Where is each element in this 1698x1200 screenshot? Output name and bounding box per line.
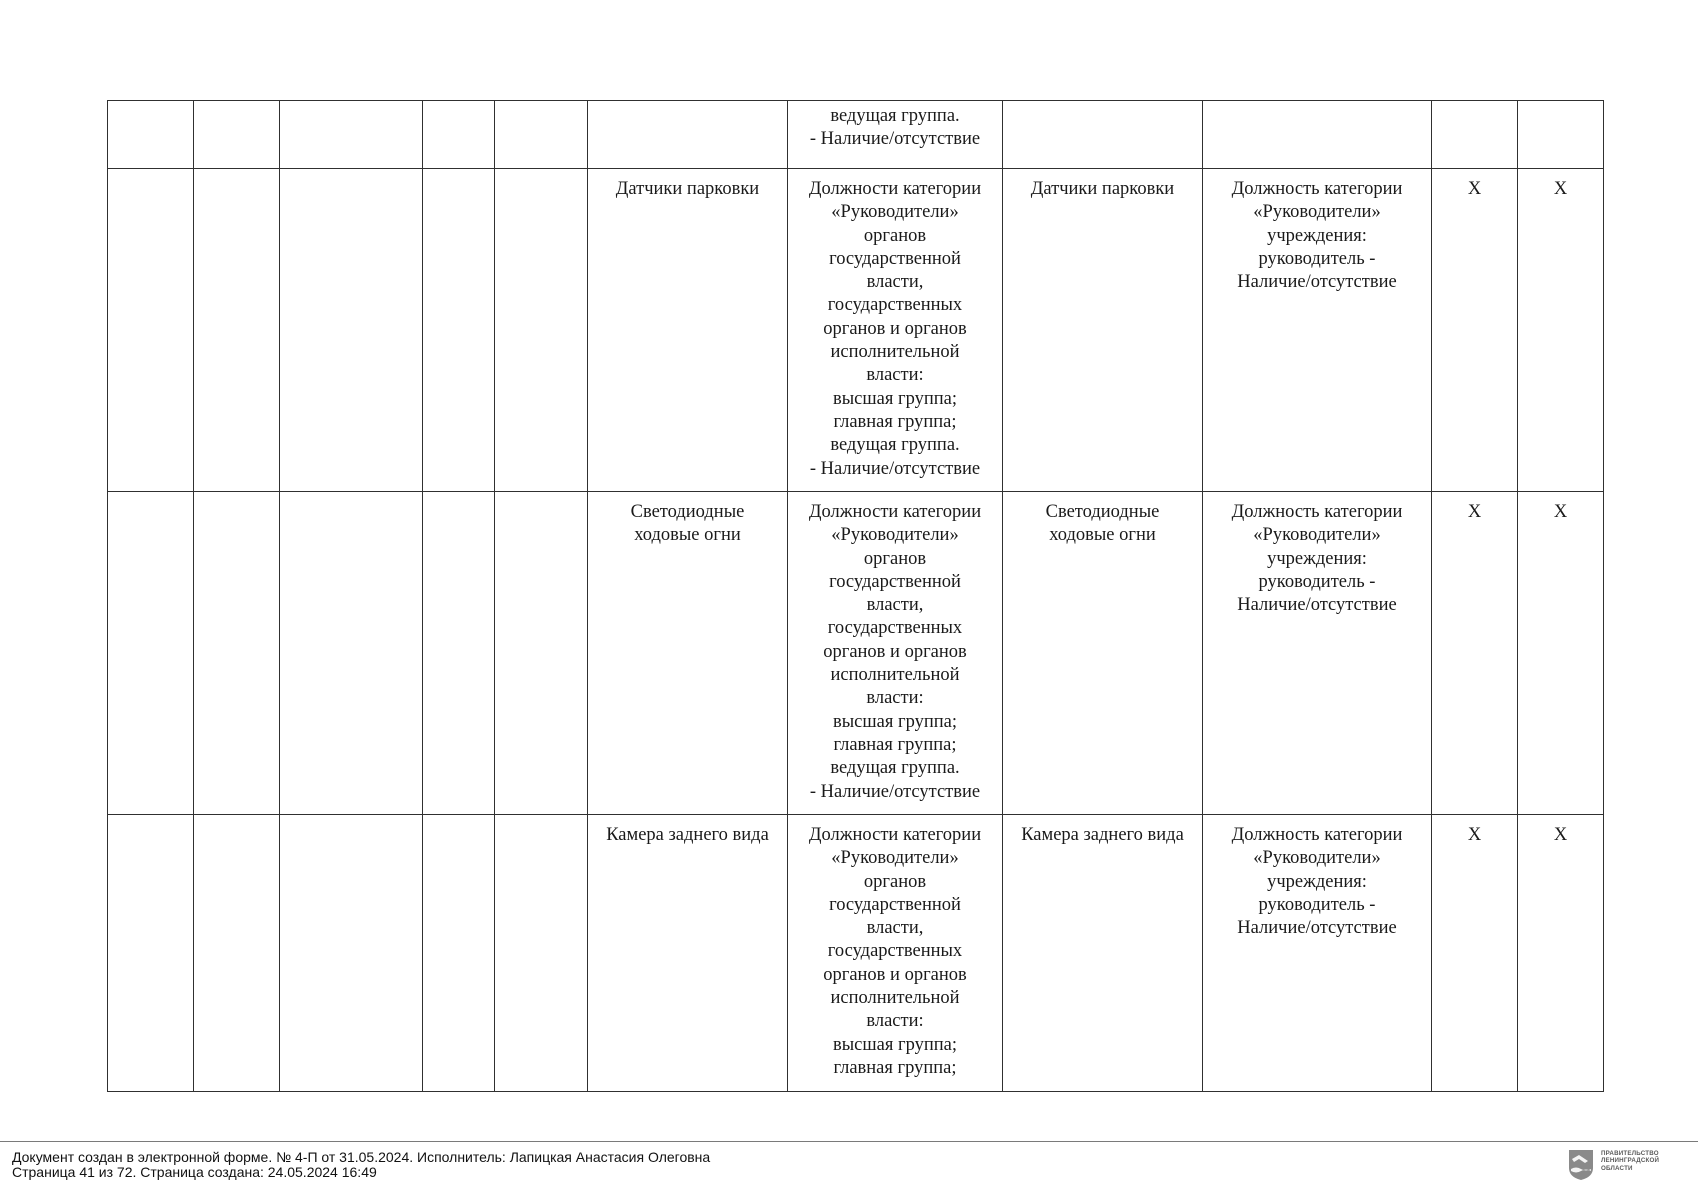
cell-text-line: Светодиодные (1045, 502, 1160, 522)
cell-text-line: Камера заднего вида (1021, 825, 1184, 845)
cell-text-line: главная группа; (833, 734, 957, 755)
cell-text-line: исполнительной (830, 988, 960, 1009)
cell-text-line: Светодиодные (630, 502, 745, 522)
cell-text-line: Должность категории (1231, 825, 1403, 845)
empty-cell (108, 492, 194, 815)
cell-text-line: - Наличие/отсутствие (809, 781, 981, 802)
cell-text-line: органов (863, 225, 927, 246)
cell-text-line: Должность категории (1231, 502, 1403, 522)
cell-text-line: власти: (866, 688, 924, 709)
cell-text-line: «Руководители» (1253, 848, 1381, 869)
positions-cell (788, 169, 1003, 492)
positions-cell-2 (1203, 101, 1432, 169)
cell-text-line: Камера заднего вида (606, 825, 769, 845)
cell-text-line: органов (863, 871, 927, 892)
cell-text-line: ведущая группа. (830, 106, 960, 126)
table-row-parking-sensors (108, 169, 1604, 492)
cell-text-line: «Руководители» (1253, 525, 1381, 546)
cell-text-line: руководитель - (1258, 571, 1376, 592)
mark-cell (1518, 101, 1604, 169)
logo-caption-line: ОБЛАСТИ (1601, 1164, 1633, 1172)
cell-text-line: исполнительной (830, 342, 960, 363)
positions-cell-2 (1203, 815, 1432, 1092)
footer-divider (0, 1141, 1698, 1142)
document-footer (12, 1150, 710, 1180)
cell-text-line: власти: (866, 1011, 924, 1032)
empty-cell (423, 815, 495, 1092)
positions-cell (788, 492, 1003, 815)
empty-cell (280, 815, 423, 1092)
cell-text-line: «Руководители» (1253, 202, 1381, 223)
positions-cell-2 (1203, 169, 1432, 492)
table-row-rear-camera (108, 815, 1604, 1092)
cell-text-line: высшая группа; (833, 1034, 957, 1055)
cell-text-line: государственных (827, 941, 963, 962)
mark-cell: X (1518, 169, 1604, 492)
logo-caption (1601, 1149, 1659, 1172)
cell-text-line: - Наличие/отсутствие (809, 129, 981, 150)
cell-text-line: исполнительной (830, 665, 960, 686)
equipment-cell-2 (1003, 492, 1203, 815)
cell-text-line: государственных (827, 295, 963, 316)
empty-cell (495, 169, 588, 492)
mark-cell (1432, 101, 1518, 169)
empty-cell (280, 169, 423, 492)
footer-page-info: Страница 41 из 72. Страница создана: 24.05.2024 16:49 (12, 1164, 377, 1180)
empty-cell (108, 815, 194, 1092)
cell-text-line: государственной (829, 248, 961, 269)
cell-text-line: учреждения: (1267, 871, 1367, 892)
empty-cell (194, 169, 280, 492)
cell-text-line: органов и органов (823, 964, 967, 985)
cell-text-line: ходовые огни (1049, 525, 1156, 546)
positions-cell (788, 101, 1003, 169)
equipment-cell-2 (1003, 815, 1203, 1092)
cell-text-line: Датчики парковки (615, 179, 760, 199)
empty-cell (194, 492, 280, 815)
empty-cell (495, 492, 588, 815)
cell-text-line: Наличие/отсутствие (1237, 918, 1397, 939)
cell-text-line: власти, (866, 595, 924, 616)
equipment-cell-2 (1003, 101, 1203, 169)
equipment-cell (588, 169, 788, 492)
table-row-led-running-lights (108, 492, 1604, 815)
empty-cell (423, 101, 495, 169)
cell-text-line: учреждения: (1267, 548, 1367, 569)
logo-caption-line: ЛЕНИНГРАДСКОЙ (1601, 1157, 1660, 1165)
table-row-continuation (108, 101, 1604, 169)
cell-text-line: Наличие/отсутствие (1237, 272, 1397, 293)
empty-cell (194, 101, 280, 169)
cell-text-line: государственной (829, 571, 961, 592)
cell-text-line: Должность категории (1231, 179, 1403, 199)
positions-cell-2 (1203, 492, 1432, 815)
cell-text-line: руководитель - (1258, 248, 1376, 269)
cell-text-line: высшая группа; (833, 711, 957, 732)
cell-text-line: государственной (829, 894, 961, 915)
cell-text-line: Должности категории (808, 502, 982, 522)
cell-text-line: руководитель - (1258, 894, 1376, 915)
cell-text-line: «Руководители» (831, 202, 959, 223)
cell-text-line: ведущая группа. (830, 758, 960, 779)
cell-text-line: Должности категории (808, 825, 982, 845)
mark-cell: X (1432, 169, 1518, 492)
equipment-cell (588, 815, 788, 1092)
mark-cell: X (1432, 492, 1518, 815)
government-logo (1568, 1149, 1659, 1181)
cell-text-line: органов и органов (823, 318, 967, 339)
empty-cell (108, 169, 194, 492)
cell-text-line: власти, (866, 918, 924, 939)
cell-text-line: высшая группа; (833, 388, 957, 409)
positions-cell (788, 815, 1003, 1092)
coat-of-arms-icon (1568, 1149, 1594, 1181)
logo-caption-line: ПРАВИТЕЛЬСТВО (1601, 1150, 1659, 1157)
cell-text-line: органов (863, 548, 927, 569)
footer-document-info: Документ создан в электронной форме. № 4-П от 31.05.2024. Исполнитель: Лапицкая Анастасия Олеговна (12, 1149, 711, 1165)
cell-text-line: главная группа; (833, 1057, 957, 1078)
cell-text-line: Должности категории (808, 179, 982, 199)
empty-cell (423, 169, 495, 492)
mark-cell: X (1518, 815, 1604, 1092)
empty-cell (280, 492, 423, 815)
requirements-table (107, 100, 1604, 1092)
cell-text-line: «Руководители» (831, 848, 959, 869)
empty-cell (194, 815, 280, 1092)
empty-cell (495, 815, 588, 1092)
mark-cell: X (1432, 815, 1518, 1092)
equipment-cell (588, 492, 788, 815)
cell-text-line: Датчики парковки (1030, 179, 1175, 199)
cell-text-line: власти, (866, 272, 924, 293)
equipment-cell (588, 101, 788, 169)
cell-text-line: ходовые огни (634, 525, 741, 546)
cell-text-line: ведущая группа. (830, 435, 960, 456)
empty-cell (108, 101, 194, 169)
empty-cell (495, 101, 588, 169)
cell-text-line: власти: (866, 365, 924, 386)
equipment-cell-2 (1003, 169, 1203, 492)
cell-text-line: органов и органов (823, 641, 967, 662)
empty-cell (423, 492, 495, 815)
cell-text-line: учреждения: (1267, 225, 1367, 246)
cell-text-line: «Руководители» (831, 525, 959, 546)
cell-text-line: Наличие/отсутствие (1237, 595, 1397, 616)
cell-text-line: главная группа; (833, 411, 957, 432)
empty-cell (280, 101, 423, 169)
cell-text-line: - Наличие/отсутствие (809, 458, 981, 479)
mark-cell: X (1518, 492, 1604, 815)
cell-text-line: государственных (827, 618, 963, 639)
